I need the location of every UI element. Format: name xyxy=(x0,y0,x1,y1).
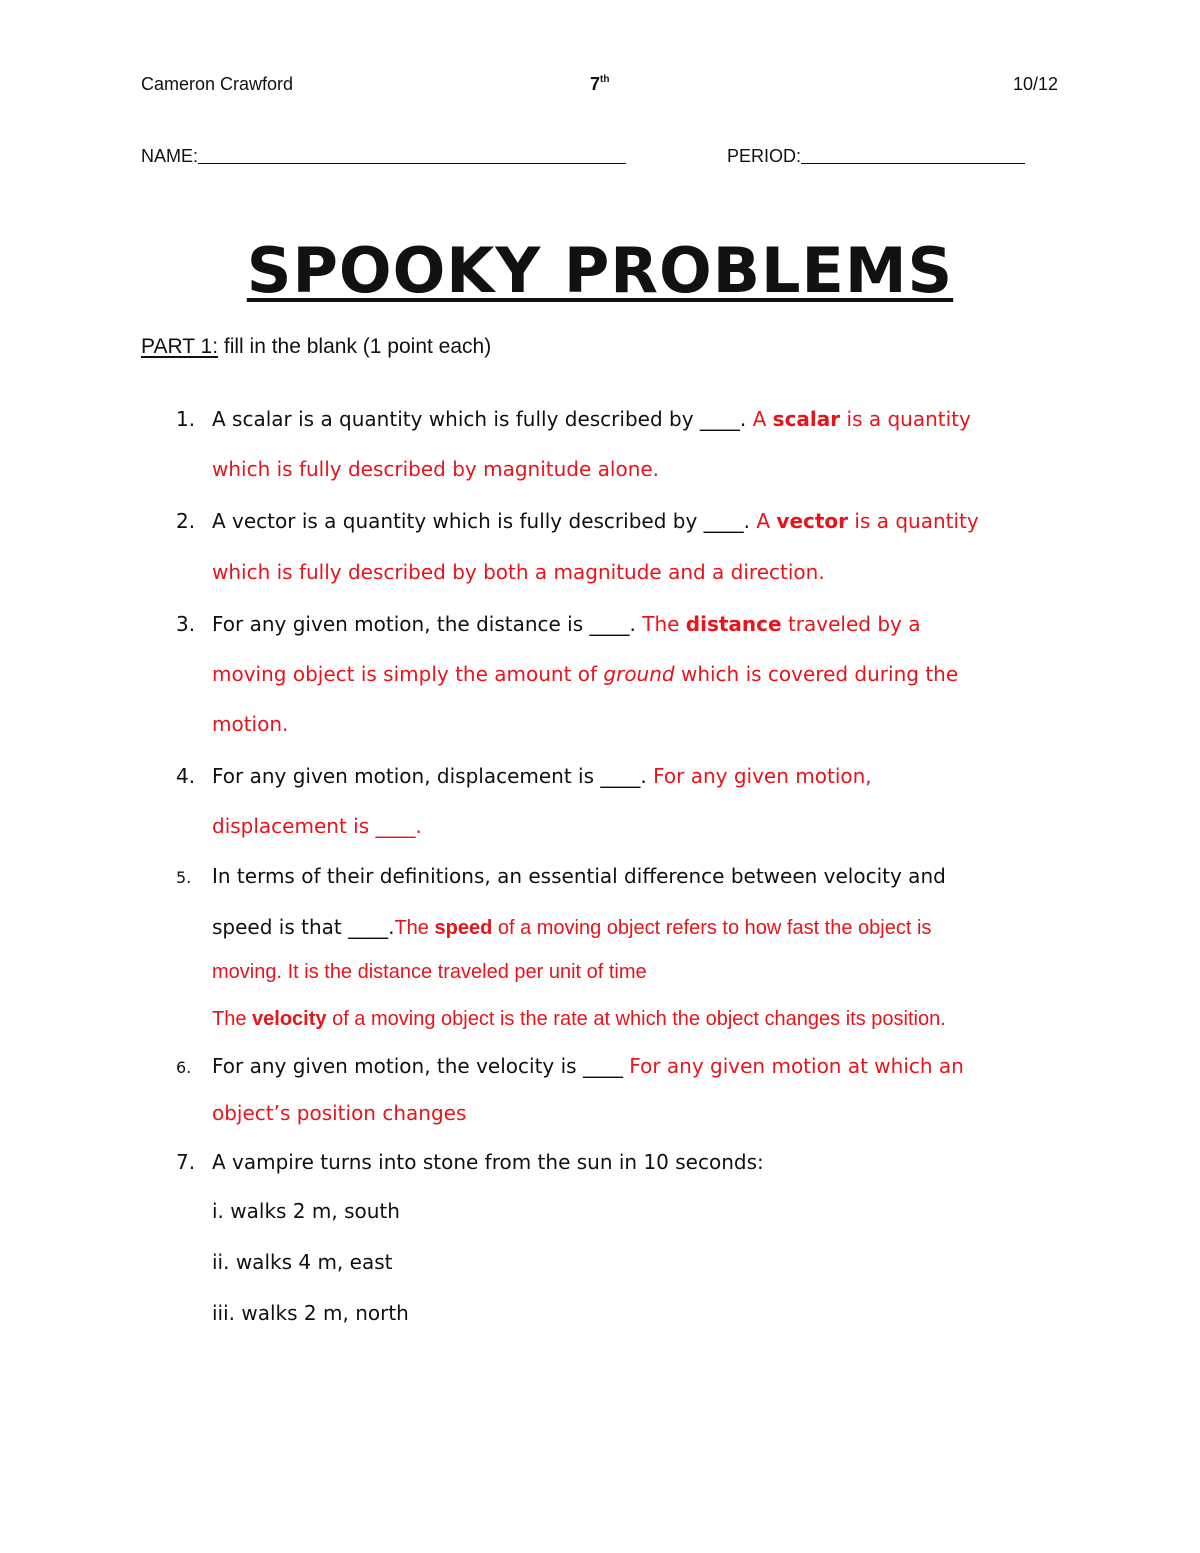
question-7-item: i. walks 2 m, south xyxy=(212,1199,400,1223)
period-label: PERIOD: xyxy=(727,146,802,166)
answer-6-line-2: object’s position changes xyxy=(212,1101,467,1125)
question-2-number: 2. xyxy=(176,509,196,533)
answer-3-term: distance xyxy=(685,612,782,636)
question-4-line-1 xyxy=(212,764,1052,788)
answer-2-line-2: which is fully described by both a magnitude and a direction. xyxy=(212,560,825,584)
question-2-line-1 xyxy=(212,509,1052,533)
question-4-number: 4. xyxy=(176,764,196,788)
answer-3-line-2-pre: moving object is simply the amount of xyxy=(212,662,604,686)
name-field[interactable] xyxy=(141,145,626,167)
answer-5-line-4-post: of a moving object is the rate at which the object changes its position. xyxy=(326,1008,946,1030)
period-number: 7 xyxy=(590,74,601,94)
question-7-item: ii. walks 4 m, east xyxy=(212,1250,393,1274)
answer-3-text xyxy=(642,612,920,636)
answer-5-post: of a moving object refers to how fast the object is xyxy=(492,917,932,939)
answer-3-line-2-post: which is covered during the xyxy=(674,662,959,686)
answer-2-text xyxy=(756,509,978,533)
answer-5-term: speed xyxy=(434,917,493,939)
answer-1-post: is a quantity xyxy=(840,407,971,431)
name-label: NAME: xyxy=(141,146,199,166)
question-4-text: For any given motion, displacement is ____. xyxy=(212,764,654,788)
answer-2-term: vector xyxy=(776,509,849,533)
question-3-text: For any given motion, the distance is ____. xyxy=(212,612,643,636)
answer-5-text xyxy=(394,917,931,939)
answer-1-term: scalar xyxy=(772,407,841,431)
answer-3-line-3: motion. xyxy=(212,712,289,736)
question-1-text: A scalar is a quantity which is fully described by ____. xyxy=(212,407,753,431)
answer-5-velocity-term: velocity xyxy=(252,1008,327,1030)
answer-3-pre: The xyxy=(642,612,686,636)
author-name: Cameron Crawford xyxy=(141,74,294,94)
answer-4-line-2: displacement is ____. xyxy=(212,814,422,838)
answer-1-line-2: which is fully described by magnitude alone. xyxy=(212,457,660,481)
part-label: PART 1: xyxy=(141,335,219,358)
question-6-line-1 xyxy=(212,1054,1052,1078)
question-5-text: In terms of their definitions, an essential difference between velocity and xyxy=(212,864,946,888)
question-7-number: 7. xyxy=(176,1150,196,1174)
answer-6-line-1: For any given motion at which an xyxy=(629,1054,964,1078)
answer-3-post: traveled by a xyxy=(781,612,921,636)
worksheet-title-text: SPOOKY PROBLEMS xyxy=(246,234,954,307)
period-blank-line[interactable] xyxy=(801,145,1025,164)
part-description: fill in the blank (1 point each) xyxy=(218,335,492,358)
question-7-text: A vampire turns into stone from the sun in 10 seconds: xyxy=(212,1150,764,1174)
worksheet-title xyxy=(0,236,1200,306)
answer-3-italic-word: ground xyxy=(603,662,675,686)
question-5-number: 5. xyxy=(176,868,192,887)
header-date: 10/12 xyxy=(1012,74,1058,94)
part-heading xyxy=(141,335,491,359)
question-6-number: 6. xyxy=(176,1058,192,1077)
answer-5-line-4 xyxy=(212,1008,946,1031)
question-1-line-1 xyxy=(212,407,1052,431)
question-1-number: 1. xyxy=(176,407,196,431)
answer-4-line-1: For any given motion, xyxy=(653,764,872,788)
answer-1-text xyxy=(753,407,971,431)
class-period xyxy=(590,74,609,95)
answer-1-pre: A xyxy=(752,407,773,431)
answer-5-line-3: moving. It is the distance traveled per unit of time xyxy=(212,961,647,983)
question-6-text: For any given motion, the velocity is ____ xyxy=(212,1054,630,1078)
question-5-text-line-2: speed is that ____. xyxy=(212,915,395,939)
question-5-line-2 xyxy=(212,915,931,940)
answer-5-pre: The xyxy=(394,917,435,939)
period-field[interactable] xyxy=(727,145,1025,167)
question-3-line-1 xyxy=(212,612,1052,636)
answer-3-line-2 xyxy=(212,662,958,686)
question-3-number: 3. xyxy=(176,612,196,636)
name-blank-line[interactable] xyxy=(198,145,626,164)
period-suffix: th xyxy=(600,74,610,85)
question-2-text: A vector is a quantity which is fully described by ____. xyxy=(212,509,757,533)
answer-2-pre: A xyxy=(756,509,777,533)
answer-5-line-4-pre: The xyxy=(212,1008,253,1030)
answer-2-post: is a quantity xyxy=(848,509,979,533)
question-7-item: iii. walks 2 m, north xyxy=(212,1301,409,1325)
